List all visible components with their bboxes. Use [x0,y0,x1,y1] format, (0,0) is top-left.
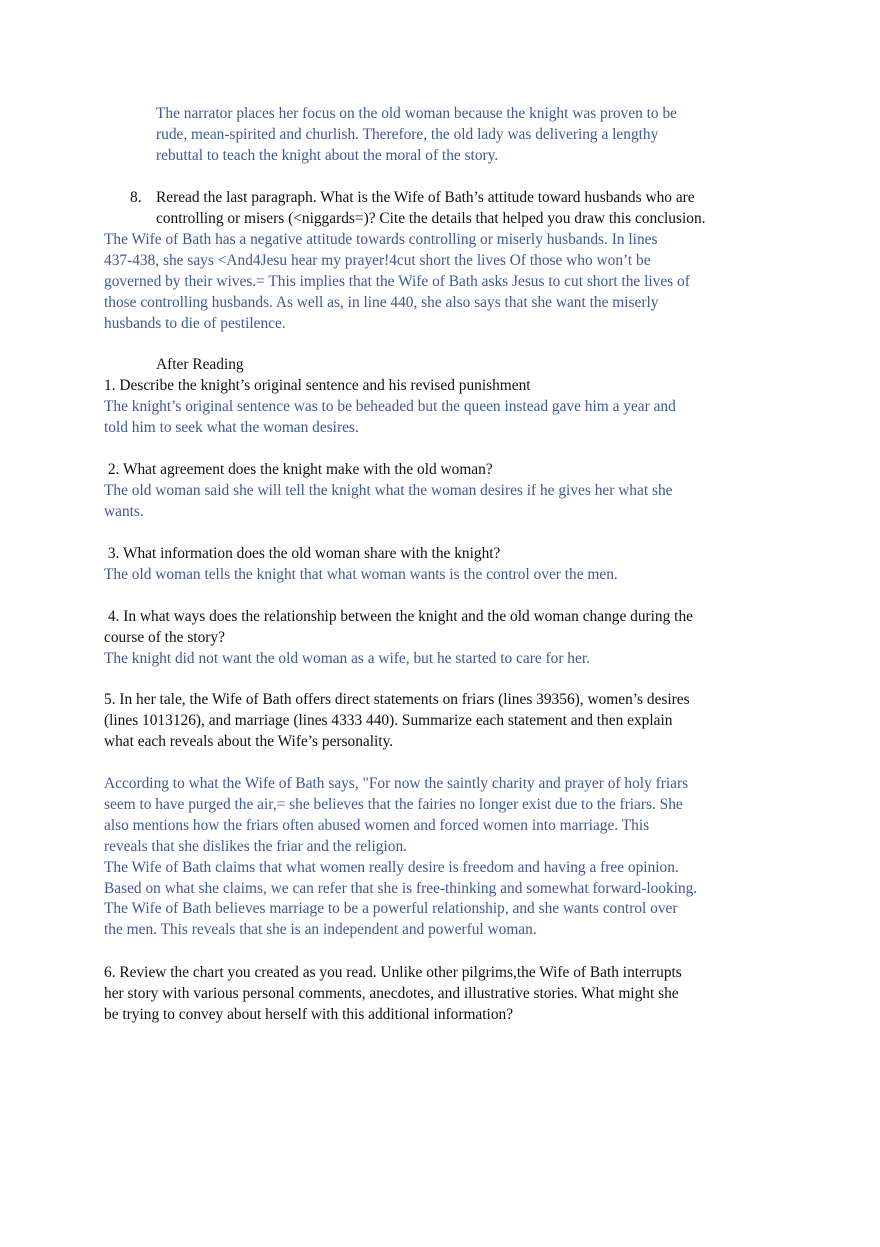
answer-line: governed by their wives.= This implies that the Wife of Bath asks Jesus to cut short the lives of [104,272,690,290]
answer-4 [104,649,744,670]
question-8 [130,188,750,230]
answer-line: husbands to die of pestilence. [104,314,286,332]
question-line: (lines 1013126), and marriage (lines 4333 440). Summarize each statement and then explain [104,711,673,729]
question-line: controlling or misers (<niggards=)? Cite the details that helped you draw this conclusion. [156,209,706,227]
question-6 [104,963,744,1026]
question-line: 5. In her tale, the Wife of Bath offers direct statements on friars (lines 39356), women’s desires [104,691,690,708]
question-3 [104,544,744,565]
answer-line: According to what the Wife of Bath says, "For now the saintly charity and prayer of holy friars [104,775,689,792]
question-number: 8. [130,189,142,206]
answer-line: Based on what she claims, we can refer that she is free-thinking and somewhat forward-looking. [104,879,698,897]
question-line: 2. What agreement does the knight make with the old woman? [104,461,493,478]
answer-8 [104,230,744,335]
answer-line: also mentions how the friars often abused women and forced women into marriage. This [104,816,650,834]
answer-7 [156,104,736,167]
question-line: course of the story? [104,628,225,646]
question-line: Reread the last paragraph. What is the Wife of Bath’s attitude toward husbands who are [156,189,695,206]
answer-line: told him to seek what the woman desires. [104,418,359,436]
question-line: what each reveals about the Wife’s personality. [104,732,394,750]
answer-line: The old woman tells the knight that what woman wants is the control over the men. [104,566,618,583]
answer-line: The Wife of Bath claims that what women really desire is freedom and having a free opinion. [104,858,679,876]
question-line: 1. Describe the knight’s original sentence and his revised punishment [104,377,531,394]
answer-line: rebuttal to teach the knight about the moral of the story. [156,146,499,164]
answer-line: The old woman said she will tell the knight what the woman desires if he gives her what she [104,482,673,499]
answer-line: The Wife of Bath believes marriage to be a powerful relationship, and she wants control over [104,900,678,918]
question-line: 4. In what ways does the relationship between the knight and the old woman change during the [104,608,693,625]
answer-line: rude, mean-spirited and churlish. Therefore, the old lady was delivering a lengthy [156,125,659,143]
answer-2 [104,481,744,523]
answer-line: The knight’s original sentence was to be beheaded but the queen instead gave him a year and [104,398,676,415]
answer-line: The knight did not want the old woman as a wife, but he started to care for her. [104,650,590,667]
answer-line: 437-438, she says <And4Jesu hear my prayer!4cut short the lives Of those who won’t be [104,251,651,269]
answer-line: wants. [104,502,144,520]
answer-line: those controlling husbands. As well as, in line 440, she also says that she want the miserly [104,293,659,311]
question-line: 3. What information does the old woman share with the knight? [104,545,501,562]
question-4 [104,607,744,649]
answer-line: The Wife of Bath has a negative attitude towards controlling or miserly husbands. In lines [104,231,658,248]
heading-text: After Reading [156,356,244,373]
answer-5 [104,774,744,941]
question-line: be trying to convey about herself with this additional information? [104,1005,514,1023]
question-2 [104,460,744,481]
answer-line: seem to have purged the air,= she believes that the fairies no longer exist due to the friars. She [104,795,683,813]
answer-line: reveals that she dislikes the friar and the religion. [104,837,408,855]
answer-1 [104,397,744,439]
answer-line: the men. This reveals that she is an independent and powerful woman. [104,921,537,939]
question-1 [104,376,744,397]
section-heading-after-reading [156,355,796,376]
question-line: her story with various personal comments, anecdotes, and illustrative stories. What might she [104,984,679,1002]
question-line: 6. Review the chart you created as you read. Unlike other pilgrims,the Wife of Bath interrupts [104,964,682,981]
question-5 [104,690,744,753]
answer-3 [104,565,744,586]
answer-line: The narrator places her focus on the old woman because the knight was proven to be [156,105,677,122]
